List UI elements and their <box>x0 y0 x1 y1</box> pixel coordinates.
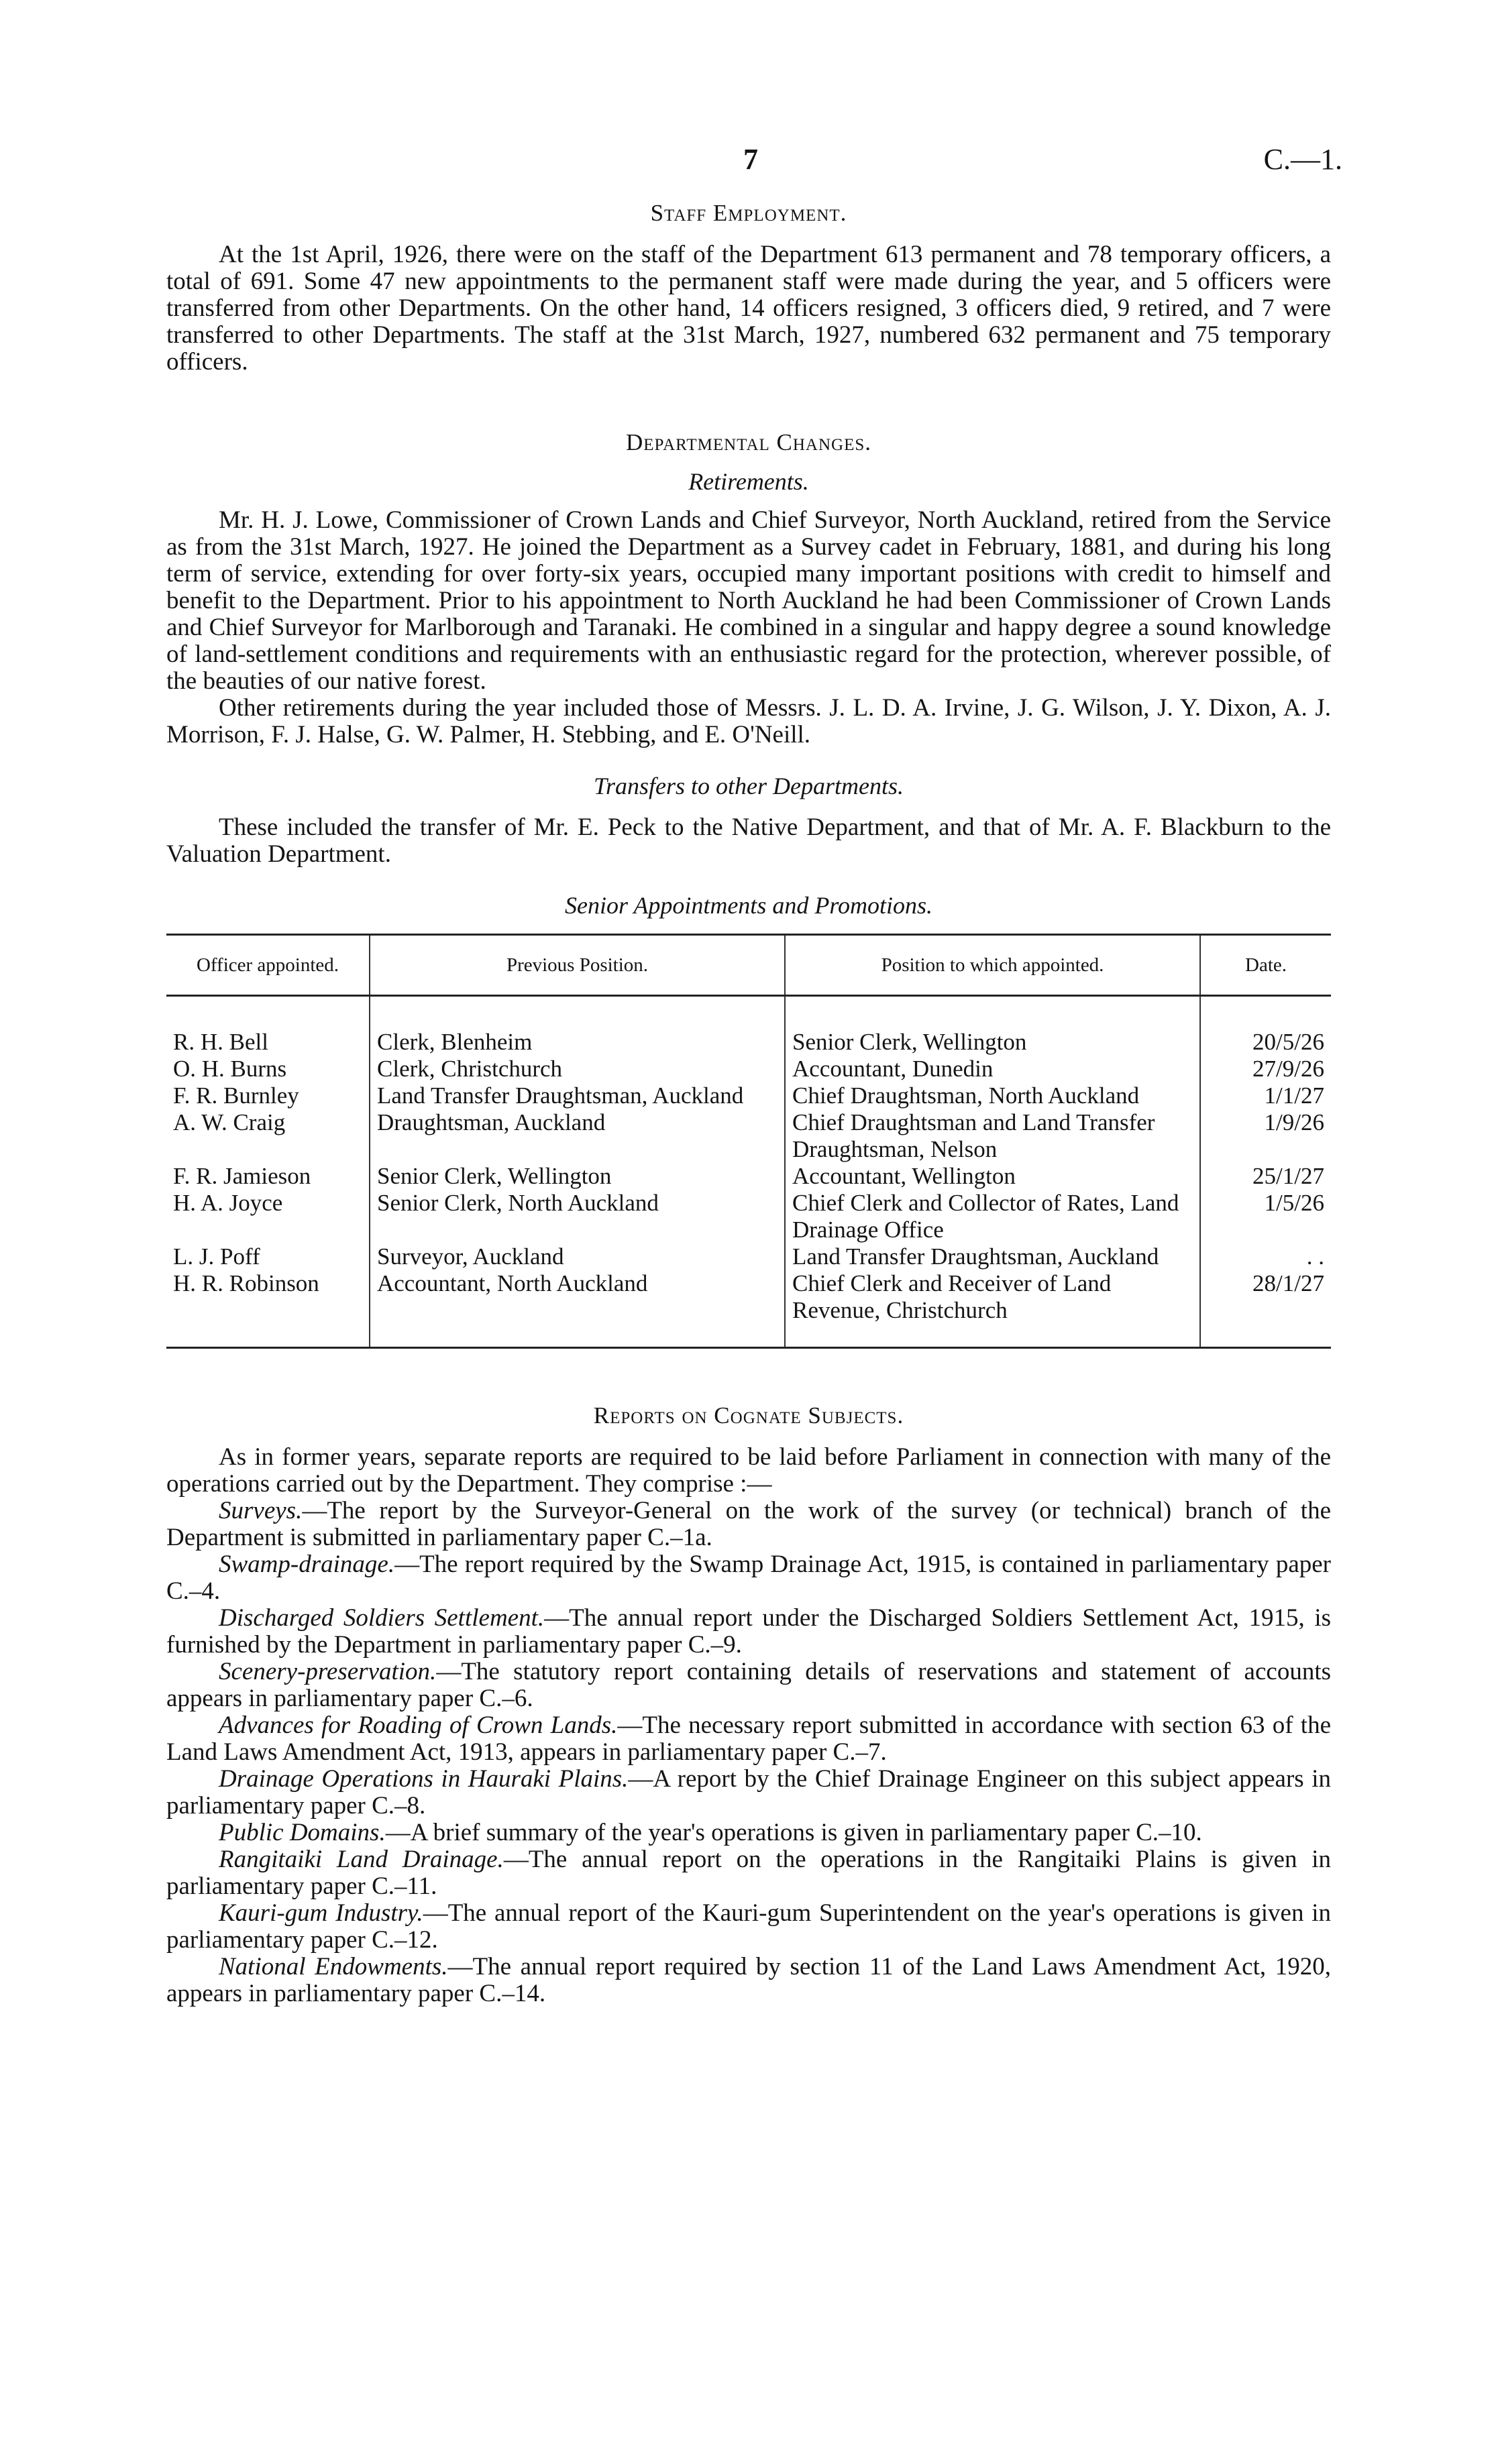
position-cell: Chief Draughtsman, North Auckland <box>785 1082 1200 1109</box>
date-cell: 1/5/26 <box>1200 1190 1331 1243</box>
report-title: Discharged Soldiers Settlement. <box>219 1604 545 1632</box>
officer-cell: R. H. Bell <box>173 1029 268 1055</box>
retirements-paragraph-others: Other retirements during the year included those of Messrs. J. L. D. A. Irvine, J. G. Wilson, J. Y. Dixon, A. J. Morrison, F. J. Halse, G. W. Palmer, H. Stebbing, and E. O'Neill. <box>166 694 1331 748</box>
date-cell: 1/1/27 <box>1200 1082 1331 1109</box>
report-text: —The report required by the Swamp Drainage Act, 1915, is contained in parliamentary paper C.–4. <box>166 1551 1331 1605</box>
report-text: —The annual report under the Discharged Soldiers Settlement Act, 1915, is furnished by the Department in parliamentary paper C.–9. <box>166 1604 1332 1659</box>
report-title: National Endowments. <box>219 1953 448 1980</box>
report-text: —The necessary report submitted in accordance with section 63 of the Land Laws Amendment Act, 1913, appears in parliamentary paper C.–7. <box>166 1712 1331 1766</box>
position-cell: Chief Clerk and Receiver of Land Revenue, Christchurch <box>785 1270 1200 1348</box>
date-cell: 25/1/27 <box>1200 1163 1331 1190</box>
date-cell: 28/1/27 <box>1200 1270 1331 1348</box>
previous-cell: Clerk, Christchurch <box>370 1056 785 1082</box>
report-title: Scenery-preservation. <box>219 1658 437 1685</box>
officer-cell: L. J. Poff <box>173 1243 260 1270</box>
col-header-position: Position to which appointed. <box>785 935 1200 996</box>
reports-intro: As in former years, separate reports are required to be laid before Parliament in connection with many of the operations carried out by the Department. They comprise :— <box>166 1443 1331 1498</box>
report-item <box>166 1954 1331 2007</box>
table-row <box>166 1190 1331 1243</box>
report-item <box>166 1766 1331 1819</box>
position-cell: Chief Draughtsman and Land Transfer Draughtsman, Nelson <box>785 1109 1200 1163</box>
staff-employment-heading: Staff Employment. <box>650 200 847 226</box>
date-cell: 1/9/26 <box>1200 1109 1331 1163</box>
page-header <box>0 142 1498 182</box>
table-row <box>166 1270 1331 1348</box>
report-title: Drainage Operations in Hauraki Plains. <box>219 1765 629 1793</box>
previous-cell: Senior Clerk, North Auckland <box>370 1190 785 1243</box>
date-cell: . . <box>1200 1243 1331 1270</box>
transfers-paragraph: These included the transfer of Mr. E. Peck to the Native Department, and that of Mr. A. F. Blackburn to the Valuation Department. <box>166 814 1331 868</box>
report-text: —The statutory report containing details of reservations and statement of accounts appears in parliamentary paper C.–6. <box>166 1658 1331 1712</box>
report-title: Surveys. <box>219 1497 303 1524</box>
report-title: Advances for Roading of Crown Lands. <box>219 1712 618 1739</box>
report-item <box>166 1819 1331 1846</box>
officer-cell: F. R. Jamieson <box>173 1163 311 1189</box>
table-row <box>166 1056 1331 1082</box>
previous-cell: Accountant, North Auckland <box>370 1270 785 1348</box>
position-cell: Senior Clerk, Wellington <box>785 996 1200 1056</box>
report-title: Rangitaiki Land Drainage. <box>219 1846 504 1873</box>
report-text: —A report by the Chief Drainage Engineer on this subject appears in parliamentary paper C.–8. <box>166 1765 1332 1819</box>
officer-cell: F. R. Burnley <box>173 1082 299 1109</box>
previous-cell: Draughtsman, Auckland <box>370 1109 785 1163</box>
table-row <box>166 1243 1331 1270</box>
previous-cell: Clerk, Blenheim <box>370 996 785 1056</box>
table-row <box>166 996 1331 1056</box>
previous-cell: Senior Clerk, Wellington <box>370 1163 785 1190</box>
position-cell: Land Transfer Draughtsman, Auckland <box>785 1243 1200 1270</box>
col-header-date: Date. <box>1200 935 1331 996</box>
staff-paragraph: At the 1st April, 1926, there were on the staff of the Department 613 permanent and 78 temporary officers, a total of 691. Some 47 new appointments to the permanent staff were made during the year, and 5 officers were transferred from other Departments. On the other hand, 14 officers resigned, 3 officers died, 9 retired, and 7 were transferred to other Departments. The staff at the 31st March, 1927, numbered 632 permanent and 75 temporary officers. <box>166 241 1331 376</box>
previous-cell: Surveyor, Auckland <box>370 1243 785 1270</box>
officer-cell: O. H. Burns <box>173 1056 287 1082</box>
table-header-row <box>166 935 1331 996</box>
report-item <box>166 1605 1331 1659</box>
report-title: Public Domains. <box>219 1819 386 1846</box>
position-cell: Accountant, Dunedin <box>785 1056 1200 1082</box>
position-cell: Accountant, Wellington <box>785 1163 1200 1190</box>
retirements-paragraph-lowe: Mr. H. J. Lowe, Commissioner of Crown Lands and Chief Surveyor, North Auckland, retired from the Service as from the 31st March, 1927. He joined the Department as a Survey cadet in February, 1881, and during his long term of service, extending for over forty-six years, occupied many important positions with credit to himself and benefit to the Department. Prior to his appointment to North Auckland he had been Commissioner of Crown Lands and Chief Surveyor for Marlborough and Taranaki. He combined in a singular and happy degree a sound knowledge of land-settlement conditions and requirements with an enthusiastic regard for the protection, wherever possible, of the beauties of our native forest. <box>166 506 1331 695</box>
position-cell: Chief Clerk and Collector of Rates, Land Drainage Office <box>785 1190 1200 1243</box>
report-item <box>166 1551 1331 1605</box>
report-text: —The annual report required by section 11 of the Land Laws Amendment Act, 1920, appears in parliamentary paper C.–14. <box>166 1953 1331 2007</box>
report-title: Swamp-drainage. <box>219 1551 395 1578</box>
report-text: —The annual report on the operations in the Rangitaiki Plains is given in parliamentary paper C.–11. <box>166 1846 1331 1900</box>
date-cell: 20/5/26 <box>1200 996 1331 1056</box>
officer-cell: A. W. Craig <box>173 1109 286 1135</box>
paper-reference: C.—1. <box>1263 143 1342 176</box>
col-header-officer: Officer appointed. <box>166 935 370 996</box>
report-text: —The report by the Surveyor-General on the work of the survey (or technical) branch of the Department is submitted in parliamentary paper C.–1a. <box>166 1497 1331 1551</box>
page-content <box>166 200 1331 2007</box>
table-row <box>166 1082 1331 1109</box>
table-row <box>166 1163 1331 1190</box>
date-cell: 27/9/26 <box>1200 1056 1331 1082</box>
retirements-heading: Retirements. <box>688 468 809 495</box>
report-title: Kauri-gum Industry. <box>219 1899 423 1927</box>
appointments-table <box>166 934 1331 1349</box>
table-row <box>166 1109 1331 1163</box>
report-item <box>166 1659 1331 1712</box>
page-number: 7 <box>743 143 758 176</box>
report-item <box>166 1498 1331 1551</box>
departmental-changes-heading: Departmental Changes. <box>625 429 872 455</box>
report-item <box>166 1900 1331 1954</box>
appointments-heading: Senior Appointments and Promotions. <box>565 892 932 919</box>
reports-heading: Reports on Cognate Subjects. <box>593 1402 904 1429</box>
transfers-heading: Transfers to other Departments. <box>593 773 904 799</box>
report-item <box>166 1712 1331 1766</box>
officer-cell: H. R. Robinson <box>166 1270 370 1348</box>
report-text: —A brief summary of the year's operations is given in parliamentary paper C.–10. <box>385 1819 1202 1846</box>
col-header-previous: Previous Position. <box>370 935 785 996</box>
previous-cell: Land Transfer Draughtsman, Auckland <box>370 1082 785 1109</box>
report-item <box>166 1846 1331 1900</box>
report-text: —The annual report of the Kauri-gum Superintendent on the year's operations is given in parliamentary paper C.–12. <box>166 1899 1331 1954</box>
officer-cell: H. A. Joyce <box>173 1190 283 1216</box>
